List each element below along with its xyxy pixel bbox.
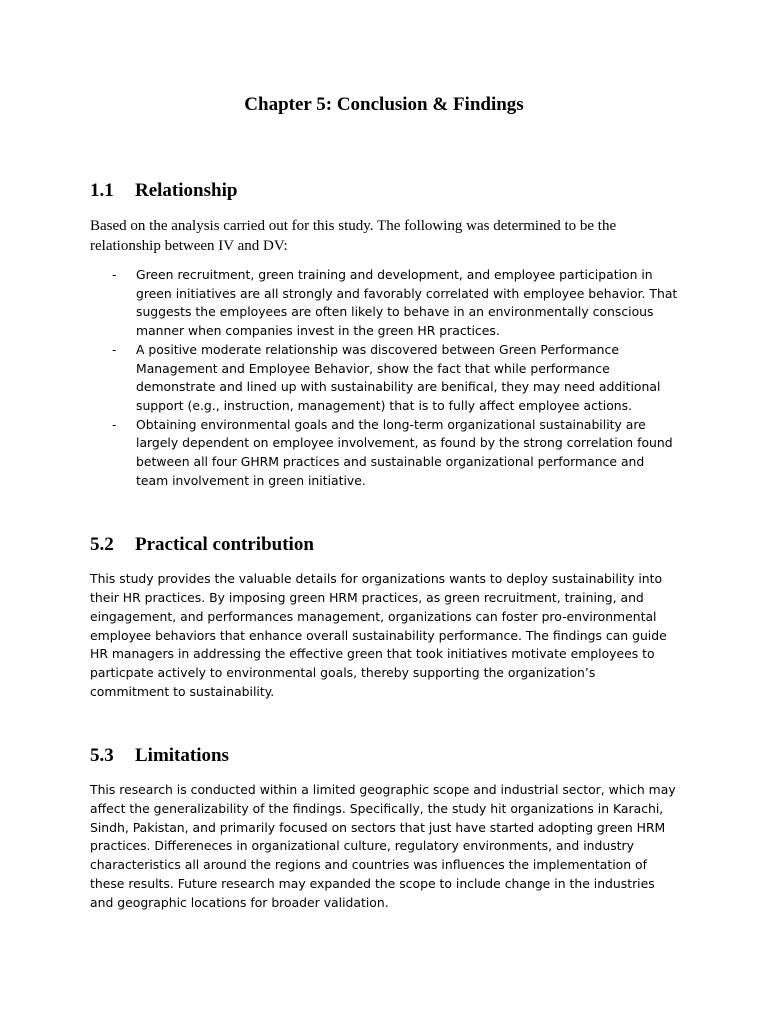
bullet-marker: - <box>112 267 117 282</box>
bullet-marker: - <box>112 341 117 357</box>
body-paragraph: This research is conducted within a limited geographic scope and industrial sector, which may affect the generalizability of the findings. Specifically, the study hit organizations in Karachi, Sindh, Pakistan, and primarily focused on sectors that just have started adopting green HRM practices. Differeneces in organizational culture, regulatory environments, and industry characteristics all around the regions and countries was influences the implementation of these results. Future research may expanded the scope to include change in the industries and geographic locations for broader validation. <box>90 782 676 910</box>
list-item-text: A positive moderate relationship was discovered between Green Performance Management and Employee Behavior, show the fact that while performance demonstrate and lined up with sustainability are benifical, they may need additional support (e.g., instruction, management) that is to fully affect employee actions. <box>136 341 661 413</box>
list-item-text: Green recruitment, green training and development, and employee participation in green initiatives are all strongly and favorably correlated with employee behavior. That suggests the employees are often likely to behave in an environmentally conscious manner when companies invest in the green HR practices. <box>136 267 678 339</box>
section-title: Relationship <box>135 180 238 201</box>
chapter-title: Chapter 5: Conclusion & Findings <box>244 94 524 115</box>
bullet-list <box>90 266 678 490</box>
section-number: 5.2 <box>90 534 114 556</box>
list-item <box>90 266 678 341</box>
list-item <box>90 416 678 491</box>
section-heading <box>90 178 678 204</box>
list-item-text: Obtaining environmental goals and the long-term organizational sustainability are largely dependent on employee involvement, as found by the strong correlation found between all four GHRM practices and sustainable organizational performance and team involvement in green initiative. <box>136 416 673 488</box>
section-number: 1.1 <box>90 180 114 201</box>
section-title: Practical contribution <box>135 534 314 556</box>
section-relationship <box>90 178 678 490</box>
bullet-marker: - <box>112 416 117 432</box>
section-limitations <box>90 743 678 912</box>
body-paragraph: This study provides the valuable details for organizations wants to deploy sustainability into their HR practices. By imposing green HRM practices, as green recruitment, training, and eingagement, and performances management, organizations can foster pro-environmental employee behaviors that enhance overall sustainability performance. The findings can guide HR managers in addressing the effective green that took initiatives motivate employees to particpate actively to environmental goals, thereby supporting the organization’s commitment to sustainability. <box>90 571 667 699</box>
document-page <box>90 92 678 912</box>
section-number: 5.3 <box>90 745 114 767</box>
list-item <box>90 341 678 416</box>
section-heading <box>90 743 678 769</box>
section-heading <box>90 532 678 558</box>
intro-paragraph: Based on the analysis carried out for this study. The following was determined to be the relationship between IV and DV: <box>90 218 617 254</box>
section-title: Limitations <box>135 745 229 767</box>
section-practical-contribution <box>90 532 678 701</box>
